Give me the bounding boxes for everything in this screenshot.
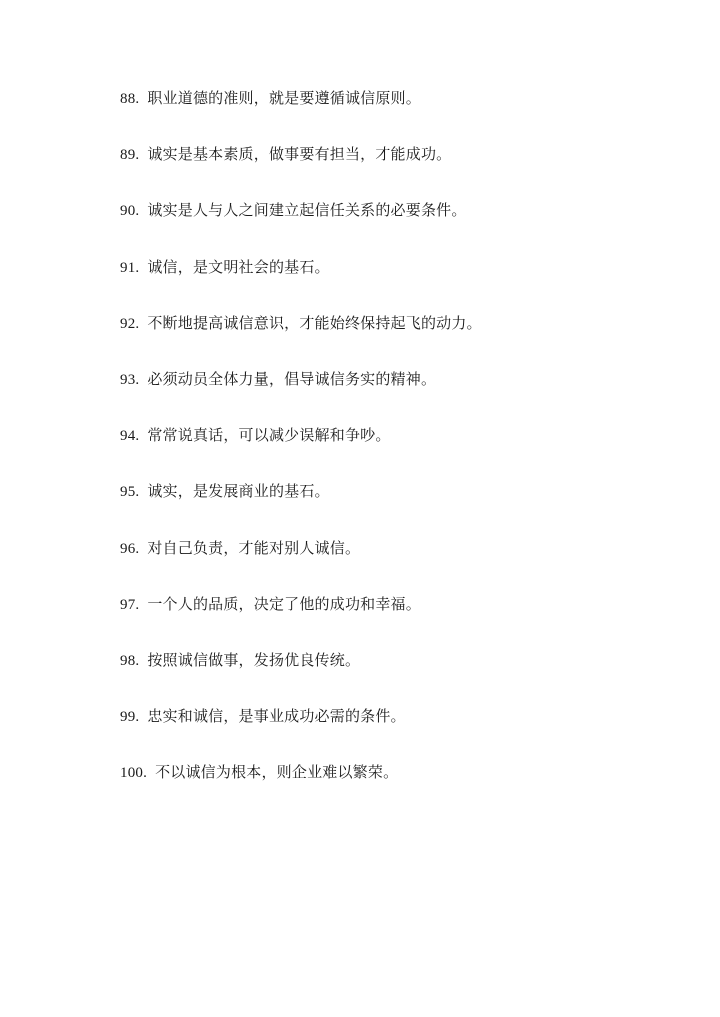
list-item bbox=[120, 592, 680, 648]
item-text: 诚实是人与人之间建立起信任关系的必要条件。 bbox=[147, 201, 467, 220]
list-item bbox=[120, 648, 680, 704]
item-number: 96. bbox=[120, 540, 140, 557]
item-number: 89. bbox=[120, 147, 140, 164]
item-number: 100. bbox=[120, 765, 148, 782]
item-number: 99. bbox=[120, 709, 140, 726]
item-text: 对自己负责，才能对别人诚信。 bbox=[147, 538, 361, 557]
list-item bbox=[120, 536, 680, 592]
numbered-list bbox=[120, 86, 680, 816]
item-number: 97. bbox=[120, 596, 140, 613]
item-number: 98. bbox=[120, 652, 140, 669]
list-item bbox=[120, 423, 680, 479]
item-text: 一个人的品质，决定了他的成功和幸福。 bbox=[147, 594, 421, 613]
item-text: 诚信，是文明社会的基石。 bbox=[147, 257, 330, 276]
item-text: 职业道德的准则，就是要遵循诚信原则。 bbox=[147, 89, 421, 107]
list-item bbox=[120, 311, 680, 367]
list-item bbox=[120, 760, 680, 816]
list-item bbox=[120, 367, 680, 423]
item-number: 88. bbox=[120, 91, 140, 107]
item-text: 忠实和诚信，是事业成功必需的条件。 bbox=[147, 707, 406, 726]
item-number: 95. bbox=[120, 484, 140, 501]
item-text: 按照诚信做事，发扬优良传统。 bbox=[147, 650, 361, 669]
list-item bbox=[120, 142, 680, 198]
item-text: 不以诚信为根本，则企业难以繁荣。 bbox=[155, 763, 399, 782]
item-number: 91. bbox=[120, 259, 140, 276]
item-text: 诚实，是发展商业的基石。 bbox=[147, 482, 330, 501]
item-text: 必须动员全体力量，倡导诚信务实的精神。 bbox=[147, 369, 437, 388]
list-item bbox=[120, 86, 680, 142]
item-number: 94. bbox=[120, 428, 140, 445]
item-number: 90. bbox=[120, 203, 140, 220]
item-number: 93. bbox=[120, 371, 140, 388]
list-item bbox=[120, 255, 680, 311]
list-item bbox=[120, 479, 680, 535]
item-text: 诚实是基本素质，做事要有担当，才能成功。 bbox=[147, 145, 452, 164]
item-text: 常常说真话，可以减少误解和争吵。 bbox=[147, 426, 391, 445]
item-number: 92. bbox=[120, 315, 140, 332]
item-text: 不断地提高诚信意识，才能始终保持起飞的动力。 bbox=[147, 313, 482, 332]
list-item bbox=[120, 704, 680, 760]
list-item bbox=[120, 198, 680, 254]
